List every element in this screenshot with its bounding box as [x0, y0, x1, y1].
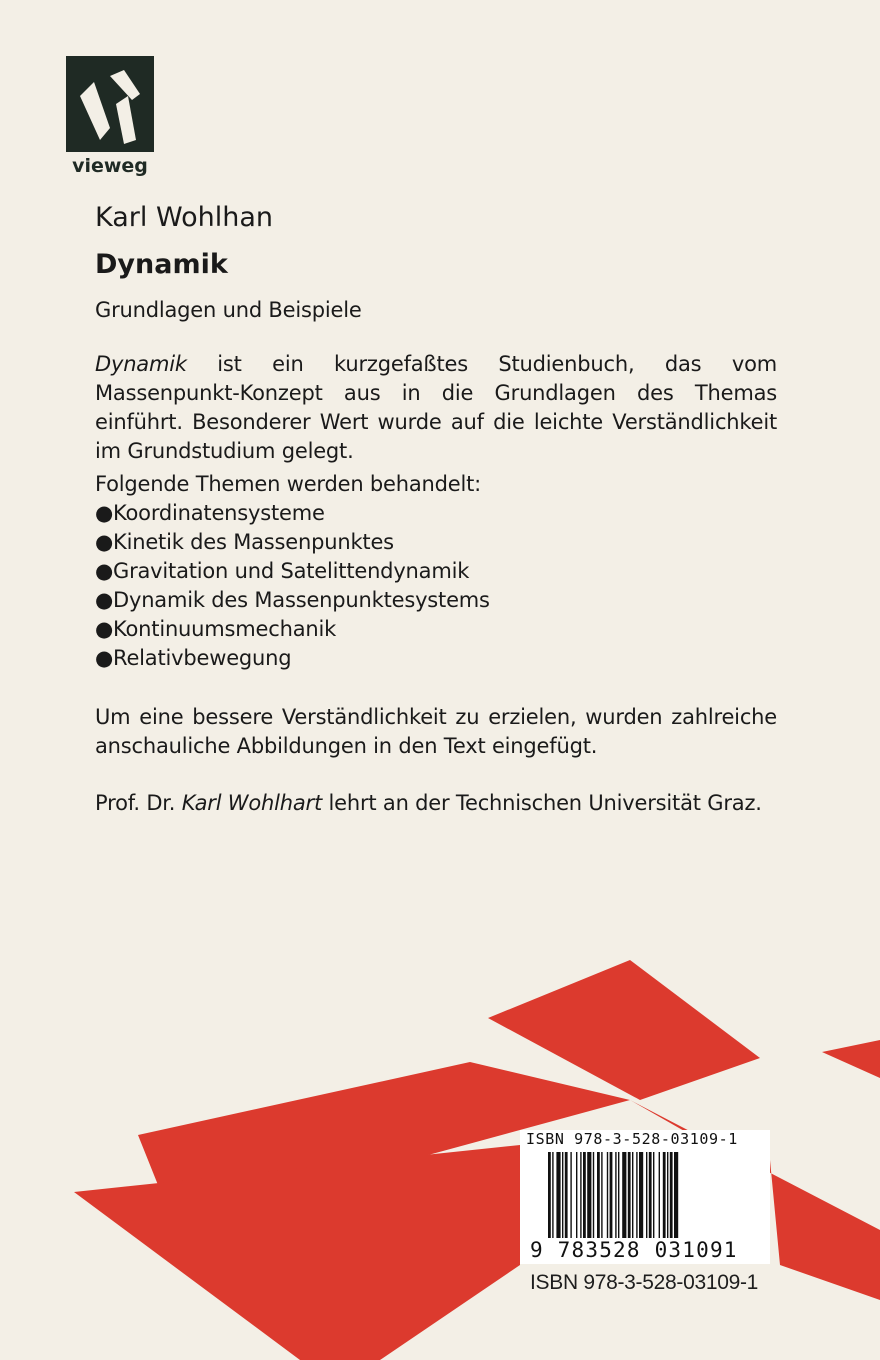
barcode-bar: [653, 1152, 654, 1240]
barcode-bar: [636, 1152, 637, 1240]
author-name: Karl Wohlhan: [95, 202, 273, 233]
barcode-bar: [580, 1152, 581, 1240]
vieweg-logo: [66, 56, 154, 178]
topics-heading: Folgende Themen werden behandelt:: [95, 472, 482, 496]
barcode-bar: [667, 1152, 668, 1240]
list-item: ●Relativbewegung: [95, 644, 490, 673]
barcode-bar: [615, 1152, 616, 1240]
bullet-icon: ●: [95, 588, 114, 612]
barcode-bar: [670, 1152, 673, 1240]
bullet-icon: ●: [95, 617, 114, 641]
barcode-bar: [622, 1152, 626, 1240]
barcode-bar: [607, 1152, 608, 1240]
barcode-bar: [646, 1152, 647, 1240]
barcode-bar: [587, 1152, 591, 1240]
barcode-bar: [597, 1152, 600, 1240]
barcode-bar: [632, 1152, 633, 1240]
barcode-bar: [628, 1152, 631, 1240]
list-item: ●Kinetik des Massenpunktes: [95, 528, 490, 557]
list-item: ●Koordinatensysteme: [95, 499, 490, 528]
red-shape: [74, 1145, 520, 1360]
barcode-bar: [649, 1152, 652, 1240]
barcode-bar: [556, 1152, 560, 1240]
barcode-bar: [565, 1152, 568, 1240]
description-title-italic: Dynamik: [95, 352, 187, 376]
barcode-bar: [639, 1152, 643, 1240]
barcode-bar: [674, 1152, 678, 1240]
svg-text:vieweg: vieweg: [72, 155, 148, 177]
barcode-bar: [601, 1152, 602, 1240]
list-item: ●Gravitation und Satelittendynamik: [95, 557, 490, 586]
description-text: ist ein kurzgefaßtes Studienbuch, das vom Massenpunkt-Konzept aus in die Grundlagen des Themas einführt. Besonderer Wert wurde auf die leichte Verständlichkeit im Grundstudium gelegt.: [95, 352, 777, 463]
bullet-icon: ●: [95, 559, 114, 583]
barcode-bar: [548, 1152, 551, 1240]
topics-list: [95, 499, 490, 673]
barcode-bar: [562, 1152, 563, 1240]
bullet-icon: ●: [95, 646, 114, 670]
barcode-bar: [663, 1152, 666, 1240]
isbn-text: ISBN 978-3-528-03109-1: [530, 1271, 759, 1294]
description-paragraph: [95, 350, 777, 466]
list-item: ●Kontinuumsmechanik: [95, 615, 490, 644]
barcode-bar: [618, 1152, 619, 1240]
illustrations-note: Um eine bessere Verständlichkeit zu erzielen, wurden zahlreiche anschauliche Abbildungen in den Text eingefügt.: [95, 705, 777, 758]
barcode-bar: [583, 1152, 586, 1240]
author-bio: Prof. Dr. Karl Wohlhart lehrt an der Technischen Universität Graz.: [95, 791, 762, 815]
barcode-bar: [576, 1152, 577, 1240]
barcode-bar: [552, 1152, 553, 1240]
barcode-bar: [659, 1152, 660, 1240]
barcode-bar: [593, 1152, 594, 1240]
barcode-bar: [610, 1152, 613, 1240]
barcode-digits: 9 783528 031091: [530, 1238, 738, 1262]
barcode-bar: [570, 1152, 571, 1240]
bullet-icon: ●: [95, 501, 114, 525]
book-subtitle: Grundlagen und Beispiele: [95, 298, 362, 322]
bullet-icon: ●: [95, 530, 114, 554]
list-item: ●Dynamik des Massenpunktesystems: [95, 586, 490, 615]
barcode-bars: [548, 1152, 760, 1240]
barcode-isbn-label: ISBN 978-3-528-03109-1: [526, 1130, 738, 1148]
red-shape: [822, 1040, 880, 1078]
author-bio-name: Karl Wohlhart: [181, 791, 323, 815]
book-title: Dynamik: [95, 249, 228, 280]
